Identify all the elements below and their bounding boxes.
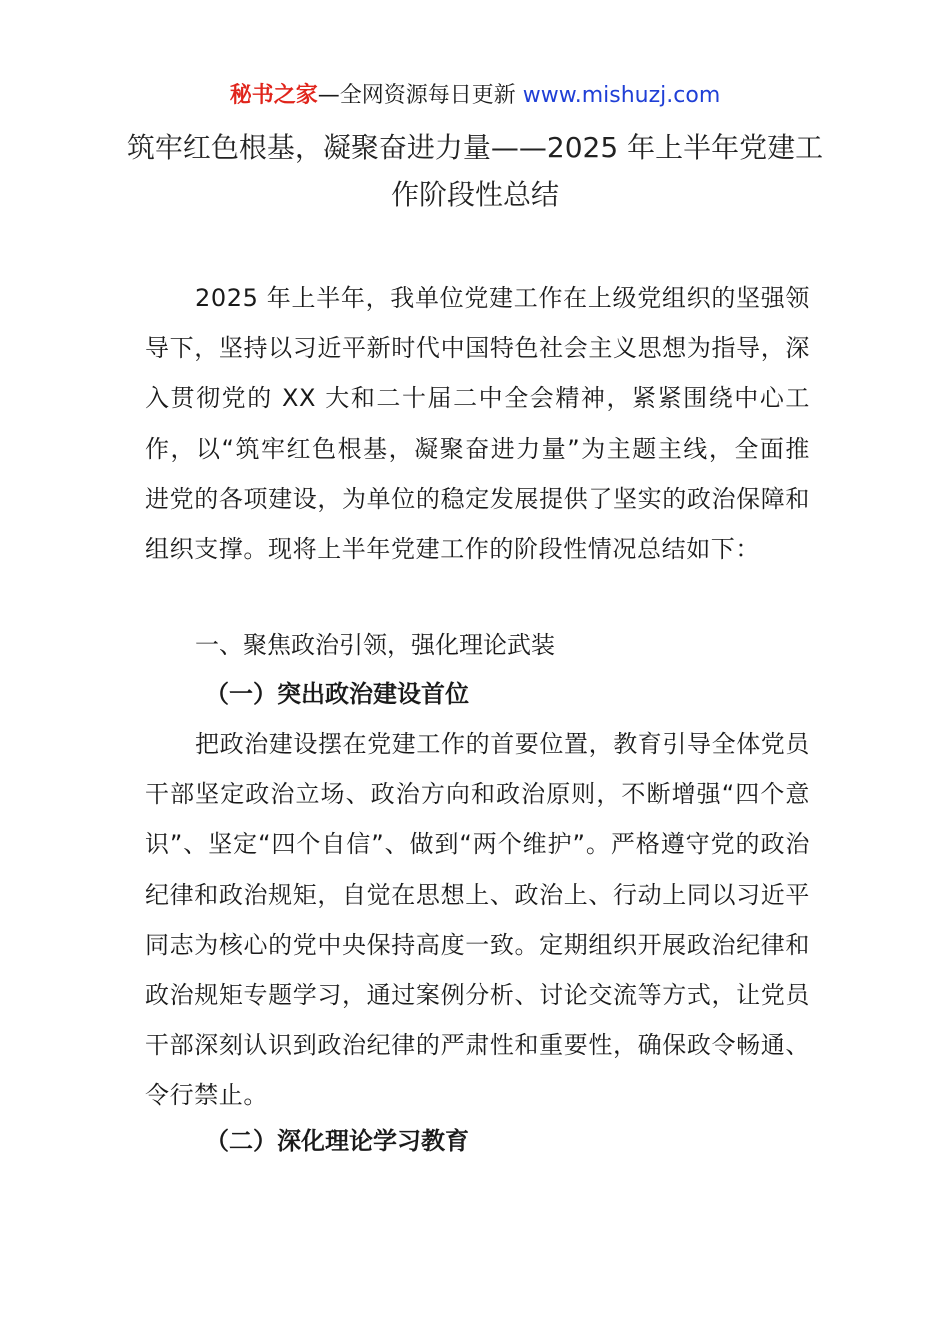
section-heading: 一、聚焦政治引领，强化理论武装 (195, 631, 555, 659)
subsection-heading: （二）深化理论学习教育 (205, 1127, 469, 1155)
intro-paragraph: 2025 年上半年，我单位党建工作在上级党组织的坚强领导下，坚持以习近平新时代中国特色社会主义思想为指导，深入贯彻党的 XX 大和二十届二中全会精神，紧紧围绕中心工作，以“筑牢红色根基，凝聚奋进力量”为主题主线，全面推进党的各项建设，为单位的稳定发展提供了坚实的政治保障和组织支撑。现将上半年党建工作的阶段性情况总结如下： (145, 284, 810, 564)
site-brand: 秘书之家 (229, 83, 318, 108)
subsection-heading: （一）突出政治建设首位 (205, 680, 469, 708)
site-url-link[interactable]: www.mishuzj.com (522, 83, 721, 108)
site-header (0, 80, 950, 112)
document-title: 筑牢红色根基，凝聚奋进力量——2025 年上半年党建工作阶段性总结 (126, 131, 824, 211)
subsection-paragraph: 把政治建设摆在党建工作的首要位置，教育引导全体党员干部坚定政治立场、政治方向和政治原则，不断增强“四个意识”、坚定“四个自信”、做到“两个维护”。严格遵守党的政治纪律和政治规矩，自觉在思想上、政治上、行动上同以习近平同志为核心的党中央保持高度一致。定期组织开展政治纪律和政治规矩专题学习，通过案例分析、讨论交流等方式，让党员干部深刻认识到政治纪律的严肃性和重要性，确保政令畅通、令行禁止。 (145, 730, 810, 1110)
site-tagline: —全网资源每日更新 (317, 83, 516, 108)
